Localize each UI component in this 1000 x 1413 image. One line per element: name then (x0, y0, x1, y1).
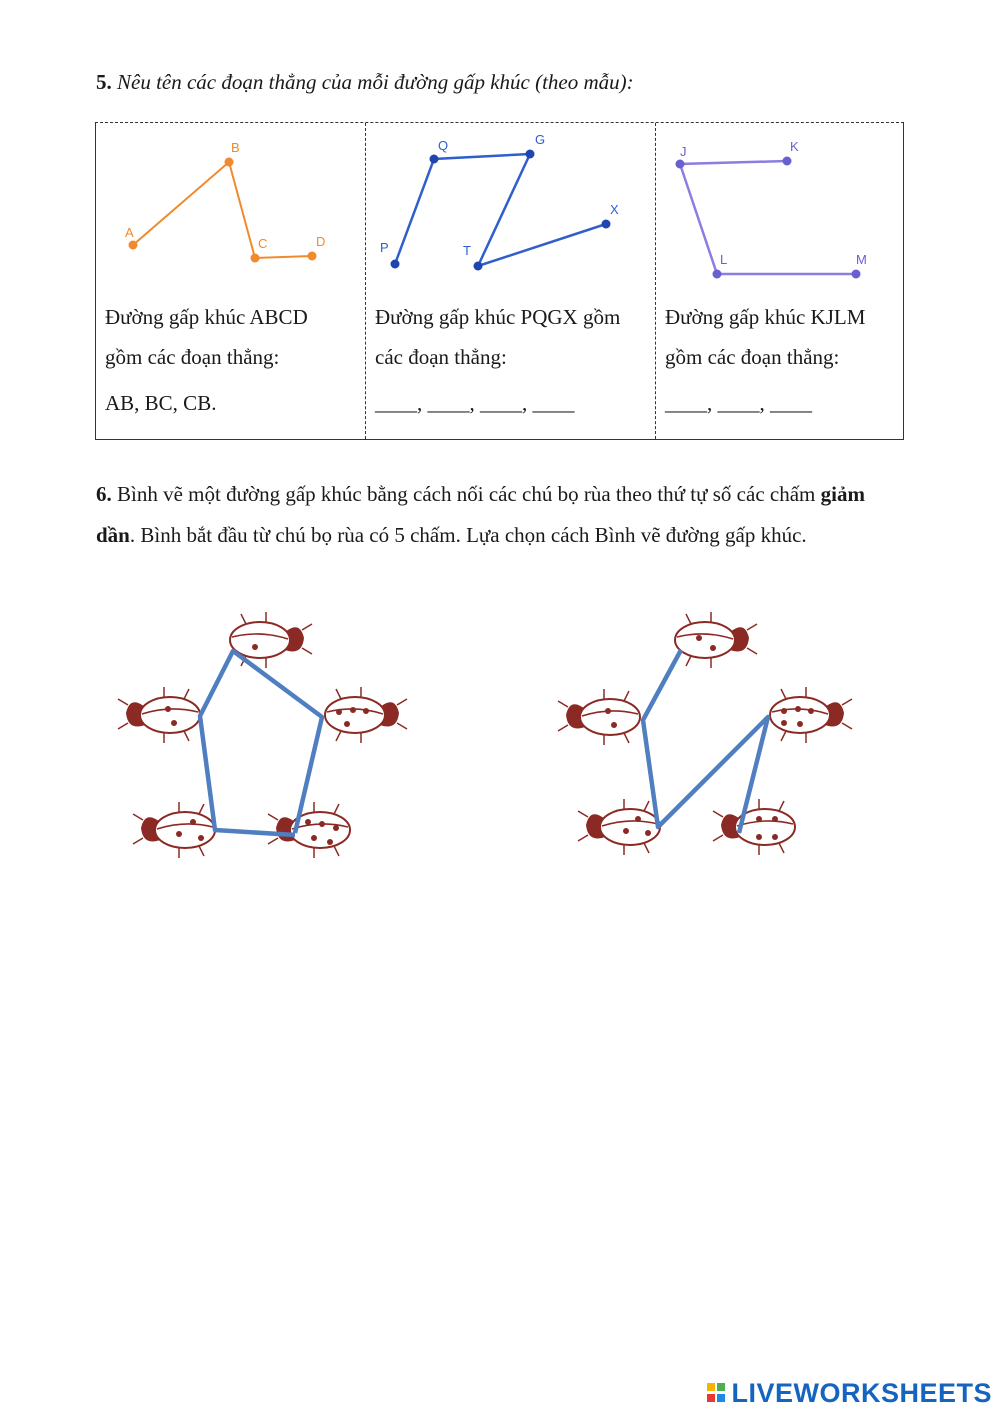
cell-kjlm-line1: Đường gấp khúc KJLM (665, 305, 866, 329)
svg-text:L: L (720, 252, 728, 267)
polyline-pqgx-figure (366, 123, 656, 293)
svg-text:M: M (856, 252, 867, 267)
cell-pqgx-line2: các đoạn thẳng: (375, 345, 507, 369)
cell-abcd-text (105, 297, 308, 423)
ladybug-option-1[interactable] (115, 610, 415, 870)
cell-abcd-line2: gồm các đoạn thẳng: (105, 345, 280, 369)
question-5-number: 5. (96, 70, 112, 94)
svg-text:P: P (380, 240, 389, 255)
cell-pqgx-text (375, 297, 620, 423)
question-6-number: 6. (96, 482, 112, 506)
svg-text:A: A (125, 225, 134, 240)
table-cell-kjlm (655, 123, 905, 439)
question-5-instruction: Nêu tên các đoạn thẳng của mỗi đường gấp khúc (theo mẫu): (117, 70, 634, 94)
svg-text:K: K (790, 139, 799, 154)
polyline-abcd-figure (96, 123, 365, 293)
cell-kjlm-text (665, 297, 865, 423)
cell-abcd-line1: Đường gấp khúc ABCD (105, 305, 308, 329)
question-6-text: 6. Bình vẽ một đường gấp khúc bằng cách nối các chú bọ rùa theo thứ tự số các chấm giảm dần. Bình bắt đầu từ chú bọ rùa có 5 chấm. Lựa chọn cách Bình vẽ đường gấp khúc. (96, 482, 865, 547)
table-cell-pqgx (365, 123, 655, 439)
table-cell-abcd (96, 123, 365, 439)
svg-text:C: C (258, 236, 268, 251)
question-5-title (96, 70, 634, 95)
question-6-emphasis: giảm dần (96, 482, 865, 547)
svg-text:G: G (535, 132, 546, 147)
liveworksheets-logo (707, 1378, 992, 1409)
cell-abcd-answer: AB, BC, CB. (105, 391, 217, 415)
logo-mark-icon (707, 1383, 727, 1405)
logo-text: LIVEWORKSHEETS (731, 1378, 992, 1408)
cell-kjlm-line2: gồm các đoạn thẳng: (665, 345, 840, 369)
polyline-kjlm-figure (656, 123, 906, 293)
cell-pqgx-line1: Đường gấp khúc PQGX gồm (375, 305, 621, 329)
svg-text:X: X (610, 202, 619, 217)
svg-text:D: D (316, 234, 326, 249)
ladybug-option-2[interactable] (555, 605, 855, 865)
svg-text:J: J (680, 144, 687, 159)
cell-pqgx-answer[interactable]: ____, ____, ____, ____ (375, 391, 575, 415)
cell-kjlm-answer[interactable]: ____, ____, ____ (665, 391, 812, 415)
polyline-table (95, 122, 904, 440)
svg-text:B: B (231, 140, 240, 155)
svg-text:T: T (463, 243, 471, 258)
svg-text:Q: Q (438, 138, 449, 153)
